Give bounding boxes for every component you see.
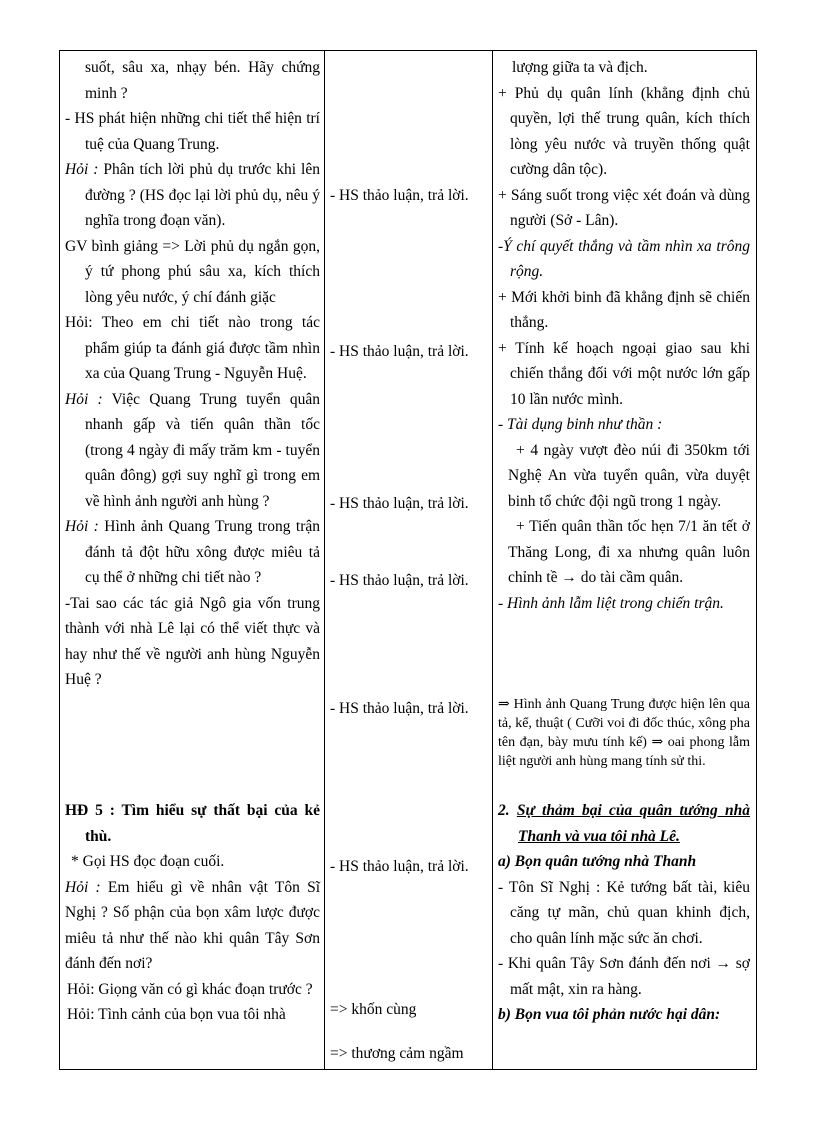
paragraph: + Phủ dụ quân lính (khẳng định chủ quyền, lợi thế trung quân, kích thích lòng yêu nước và truyền thống quật cường dân tộc). — [498, 84, 750, 178]
question-text: Phân tích lời phủ dụ trước khi lên đường ? (HS đọc lại lời phủ dụ, nêu ý nghĩa trong đoạn văn). — [85, 161, 320, 229]
paragraph: - Hình ảnh lẫm liệt trong chiến trận. — [498, 594, 724, 612]
paragraph: Hỏi: Giọng văn có gì khác đoạn trước ? — [67, 980, 313, 998]
paragraph: ⇒ Hình ảnh Quang Trung được hiện lên qua tả, kể, thuật ( Cưỡi voi đi đốc thúc, xông pha tên đạn, bày mưu tính kế) ⇒ oai phong lẫm liệt người anh hùng mang tính sử thi. — [498, 697, 750, 769]
paragraph: + Tiến quân thần tốc hẹn 7/1 ăn tết ở Thăng Long, đi xa nhưng quân luôn chỉnh tề → do tài cầm quân. — [508, 518, 750, 586]
text-block — [65, 798, 320, 1028]
paragraph: -Tai sao các tác giả Ngô gia vốn trung thành với nhà Lê lại có thể viết thực và hay như thế về người anh hùng Nguyễn Huệ ? — [65, 594, 320, 688]
paragraph: + Tính kế hoạch ngoại giao sau khi chiến thắng đối với một nước lớn gấp 10 lần nước mình. — [498, 339, 750, 408]
section-number: 2. — [498, 802, 517, 819]
column-divider — [324, 51, 325, 1069]
text-block — [498, 798, 750, 1028]
student-answer: - HS thảo luận, trả lời. — [330, 572, 469, 589]
paragraph: Hỏi: Tình cảnh của bọn vua tôi nhà — [67, 1006, 286, 1023]
paragraph: -Ý chí quyết thắng và tầm nhìn xa trông rộng. — [498, 237, 750, 280]
paragraph: - Khi quân Tây Sơn đánh đến nơi → sợ mất mật, xin ra hàng. — [498, 955, 750, 998]
student-answer: - HS thảo luận, trả lời. — [330, 700, 469, 717]
question-label: Hỏi : — [65, 161, 99, 178]
paragraph: - Tài dụng binh như thần : — [498, 416, 663, 433]
question-paragraph — [65, 514, 320, 591]
paragraph: - HS phát hiện những chi tiết thể hiện trí tuệ của Quang Trung. — [65, 110, 320, 153]
column-divider — [492, 51, 493, 1069]
student-answer: - HS thảo luận, trả lời. — [330, 343, 469, 360]
paragraph: + Sáng suốt trong việc xét đoán và dùng người (Sở - Lân). — [498, 186, 750, 229]
student-answer: - HS thảo luận, trả lời. — [330, 858, 469, 875]
question-paragraph — [65, 875, 320, 977]
section-heading — [498, 798, 750, 849]
section-title: Sự thảm bại của quân tướng nhà Thanh và vua tôi nhà Lê. — [516, 802, 751, 845]
paragraph: + Mới khởi binh đã khẳng định sẽ chiến thắng. — [498, 288, 750, 331]
student-answer: => thương cảm ngầm — [330, 1045, 464, 1062]
question-paragraph — [65, 157, 320, 234]
paragraph: - Tôn Sĩ Nghị : Kẻ tướng bất tài, kiêu căng tự mãn, chủ quan khinh địch, cho quân lính mặc sức ăn chơi. — [498, 878, 750, 947]
question-text: Em hiểu gì về nhân vật Tôn Sĩ Nghị ? Số phận của bọn xâm lược được miêu tả như thế nào khi quân Tây Sơn đánh đến nơi? — [65, 878, 320, 972]
question-label: Hỏi : — [65, 878, 101, 896]
paragraph: * Gọi HS đọc đoạn cuối. — [71, 853, 225, 870]
question-label: Hỏi : — [65, 390, 103, 408]
paragraph: GV bình giảng => Lời phủ dụ ngắn gọn, ý tứ phong phú sâu xa, kích thích lòng yêu nước, ý chí đánh giặc — [65, 237, 320, 306]
text-block — [498, 695, 750, 771]
paragraph: suốt, sâu xa, nhạy bén. Hãy chứng minh ? — [85, 59, 320, 102]
paragraph: + 4 ngày vượt đèo núi đi 350km tới Nghệ An vừa tuyển quân, vừa duyệt binh tổ chức đội ngũ trong 1 ngày. — [508, 441, 750, 510]
student-answer: - HS thảo luận, trả lời. — [330, 495, 469, 512]
text-block — [498, 55, 750, 616]
text-block — [65, 55, 320, 693]
question-text: Việc Quang Trung tuyển quân nhanh gấp và tiến quân thần tốc (trong 4 ngày đi mấy trăm km - tuyển quân đông) gợi suy nghĩ gì trong em về hình ảnh người anh hùng ? — [85, 390, 320, 510]
student-answer: - HS thảo luận, trả lời. — [330, 187, 469, 204]
paragraph: Hỏi: Theo em chi tiết nào trong tác phẩm giúp ta đánh giá được tầm nhìn xa của Quang Trung - Nguyễn Huệ. — [65, 314, 320, 382]
subsection-heading: a) Bọn quân tướng nhà Thanh — [498, 853, 697, 870]
question-text: Hình ảnh Quang Trung trong trận đánh tả đột hữu xông được miêu tả cụ thể ở những chi tiết nào ? — [85, 518, 320, 586]
question-label: Hỏi : — [65, 518, 99, 535]
subsection-heading: b) Bọn vua tôi phản nước hại dân: — [498, 1006, 721, 1023]
activity-heading: HĐ 5 : Tìm hiểu sự thất bại của kẻ thù. — [65, 802, 320, 845]
question-paragraph — [65, 387, 320, 515]
lesson-table — [59, 50, 757, 1070]
student-answer: => khốn cùng — [330, 1001, 417, 1018]
paragraph: lượng giữa ta và địch. — [512, 59, 648, 76]
